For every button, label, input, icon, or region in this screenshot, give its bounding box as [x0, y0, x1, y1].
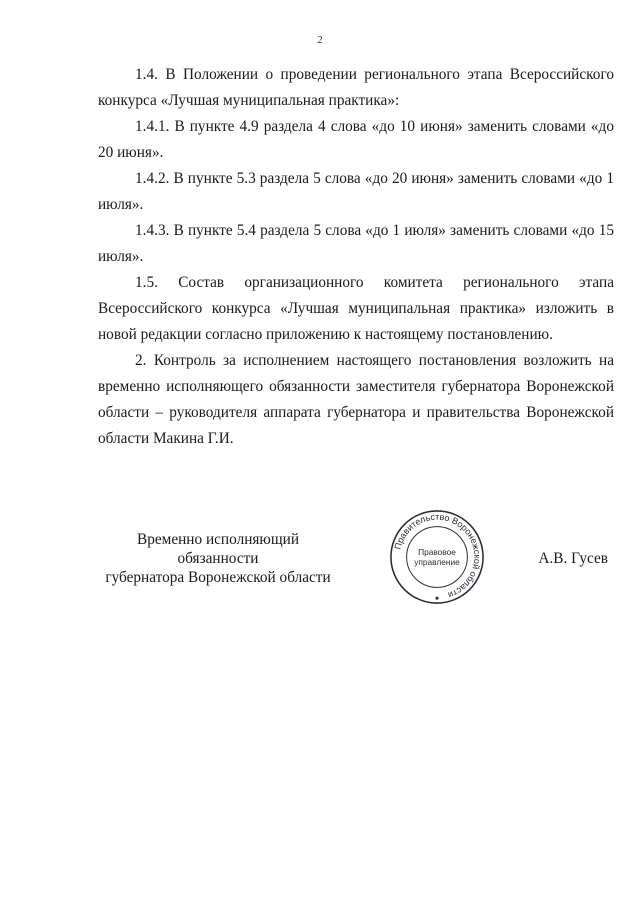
signatory-title: [98, 530, 338, 587]
paragraph-1-4-3: 1.4.3. В пункте 5.4 раздела 5 слова «до 1 июля» заменить словами «до 15 июля».: [98, 222, 614, 265]
stamp-ring-text: Правительство Воронежской области: [392, 511, 483, 601]
signatory-title-line2: губернатора Воронежской области: [105, 569, 331, 586]
signature-block: [98, 511, 614, 620]
document-body: [98, 62, 614, 452]
official-stamp: [388, 508, 486, 606]
page-number: 2: [317, 34, 323, 46]
stamp-center-line1: Правовое: [418, 547, 456, 558]
signatory-title-line1: Временно исполняющий обязанности: [137, 531, 299, 567]
paragraph-1-5: 1.5. Состав организационного комитета регионального этапа Всероссийского конкурса «Лучшая муниципальная практика» изложить в новой редакции согласно приложению к настоящему постановлению.: [98, 274, 614, 343]
stamp-star-dot: [435, 597, 438, 600]
paragraph-1-4-2: 1.4.2. В пункте 5.3 раздела 5 слова «до 20 июня» заменить словами «до 1 июля».: [98, 170, 614, 213]
stamp-center-line2: управление: [414, 556, 460, 567]
paragraph-1-4-1: 1.4.1. В пункте 4.9 раздела 4 слова «до 10 июня» заменить словами «до 20 июня».: [98, 118, 614, 161]
paragraph-1-4: 1.4. В Положении о проведении регионального этапа Всероссийского конкурса «Лучшая муниципальная практика»:: [98, 66, 614, 109]
signatory-name: А.В. Гусев: [538, 550, 608, 567]
paragraph-2: 2. Контроль за исполнением настоящего постановления возложить на временно исполняющего обязанности заместителя губернатора Воронежской области – руководителя аппарата губернатора и правительства Воронежской области Макина Г.И.: [98, 352, 614, 447]
